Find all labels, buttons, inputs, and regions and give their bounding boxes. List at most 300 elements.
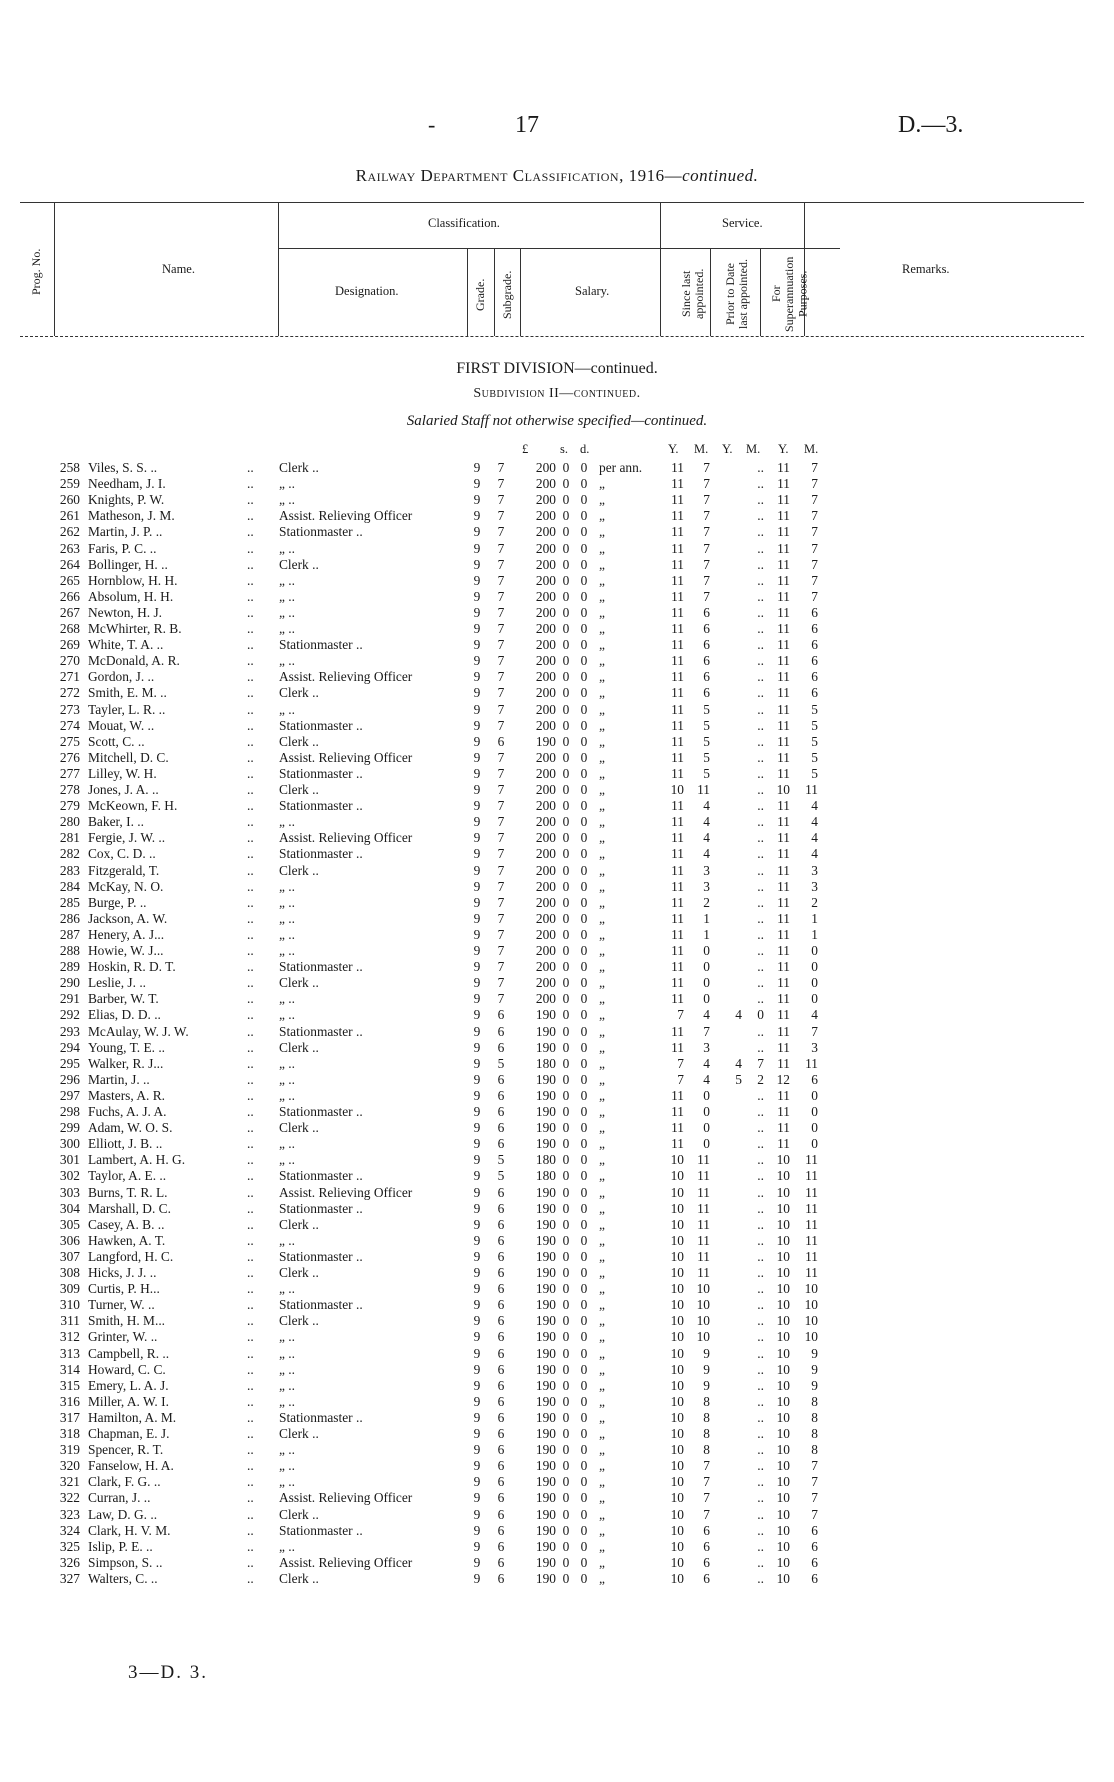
cell-pence: 0	[580, 1104, 588, 1119]
cell-since-months: 11	[697, 1265, 710, 1280]
cell-name: Martin, J. ..	[88, 1071, 150, 1087]
cell-super-months: 6	[811, 1570, 818, 1586]
cell-salary-period: „	[599, 765, 605, 781]
cell-since-years: 10	[670, 1232, 684, 1248]
cell-since-years: 11	[671, 1023, 684, 1039]
cell-since-months: 7	[703, 572, 710, 588]
cell-prog-no: 293	[59, 1023, 80, 1039]
cell-super-months: 9	[811, 1361, 818, 1377]
cell-super-years: 11	[777, 878, 790, 894]
cell-super-months: 5	[811, 749, 818, 765]
cell-shillings: 0	[562, 1409, 570, 1425]
cell-name: Hoskin, R. D. T.	[88, 959, 176, 975]
cell-since-months: 5	[703, 733, 710, 749]
table-row	[0, 1072, 1114, 1088]
cell-since-months: 7	[703, 460, 710, 475]
cell-since-years: 10	[670, 1168, 684, 1184]
cell-salary-period: „	[599, 1409, 605, 1425]
cell-name: Jones, J. A. ..	[88, 782, 159, 797]
cell-super-years: 11	[777, 701, 790, 717]
cell-shillings: 0	[562, 798, 570, 814]
cell-shillings: 0	[562, 1184, 570, 1200]
cell-prior-months: 0	[757, 1007, 764, 1023]
cell-pence: 0	[580, 1442, 588, 1458]
cell-since-years: 10	[670, 1409, 684, 1425]
cell-designation: Stationmaster ..	[279, 1104, 363, 1119]
cell-super-months: 6	[811, 1522, 818, 1538]
leader-dots: ..	[247, 910, 254, 926]
cell-pence: 0	[580, 862, 588, 878]
cell-grade: 9	[473, 878, 481, 894]
cell-salary: 200	[535, 604, 556, 620]
cell-designation: „ ..	[279, 910, 295, 926]
cell-pence: 0	[580, 524, 588, 540]
cell-shillings: 0	[562, 878, 570, 894]
cell-super-months: 5	[811, 765, 818, 781]
table-row	[0, 1217, 1114, 1233]
table-row	[0, 1329, 1114, 1345]
cell-pence: 0	[580, 1522, 588, 1538]
cell-subgrade: 7	[497, 637, 505, 653]
cell-super-years: 11	[777, 508, 790, 524]
cell-pence: 0	[580, 1232, 588, 1248]
cell-salary: 200	[535, 460, 556, 475]
cell-salary-period: „	[599, 1377, 605, 1393]
cell-subgrade: 6	[497, 1458, 505, 1474]
cell-since-years: 10	[670, 1281, 684, 1297]
cell-salary-period: „	[599, 1200, 605, 1216]
unit-pound: £	[522, 442, 529, 456]
cell-grade: 9	[473, 1248, 481, 1264]
cell-designation: „ ..	[279, 1345, 295, 1361]
cell-name: Fergie, J. W. ..	[88, 830, 166, 846]
cell-prior-months: ..	[757, 1393, 764, 1409]
table-row	[0, 1474, 1114, 1490]
cell-since-months: 11	[697, 1232, 710, 1248]
cell-pence: 0	[580, 685, 588, 701]
leader-dots: ..	[247, 1522, 254, 1538]
cell-shillings: 0	[562, 830, 570, 846]
table-row	[0, 1297, 1114, 1313]
cell-designation: Stationmaster ..	[279, 959, 363, 975]
cell-prior-months: ..	[757, 1136, 764, 1152]
cell-name: Masters, A. R.	[88, 1087, 165, 1103]
cell-grade: 9	[473, 975, 481, 991]
cell-since-years: 11	[671, 975, 684, 991]
cell-salary: 200	[535, 991, 556, 1007]
cell-name: Fitzgerald, T.	[88, 862, 160, 878]
table-row	[0, 1136, 1114, 1152]
cell-pence: 0	[580, 1554, 588, 1570]
cell-super-months: 8	[811, 1393, 818, 1409]
leader-dots: ..	[247, 1039, 254, 1055]
cell-salary-period: „	[599, 1329, 605, 1345]
cell-super-years: 11	[777, 637, 790, 653]
cell-salary-period: „	[599, 782, 605, 797]
cell-super-months: 11	[805, 1232, 818, 1248]
cell-prior-months: ..	[757, 717, 764, 733]
cell-since-months: 6	[703, 637, 710, 653]
cell-designation: Stationmaster ..	[279, 1522, 363, 1538]
cell-subgrade: 7	[497, 765, 505, 781]
cell-shillings: 0	[562, 1345, 570, 1361]
table-row	[0, 1056, 1114, 1072]
cell-prog-no: 268	[59, 621, 80, 636]
cell-since-months: 3	[703, 878, 710, 894]
cell-name: Absolum, H. H.	[88, 588, 174, 604]
cell-salary: 200	[535, 975, 556, 991]
cell-prior-months: ..	[757, 653, 764, 669]
cell-subgrade: 6	[497, 1184, 505, 1200]
cell-since-years: 11	[671, 991, 684, 1007]
cell-shillings: 0	[562, 604, 570, 620]
table-row	[0, 895, 1114, 911]
cell-shillings: 0	[562, 1538, 570, 1554]
cell-grade: 9	[473, 943, 481, 958]
cell-prior-months: ..	[757, 1039, 764, 1055]
cell-shillings: 0	[562, 959, 570, 975]
cell-prior-months: ..	[757, 782, 764, 797]
cell-designation: „ ..	[279, 588, 295, 604]
cell-pence: 0	[580, 1570, 588, 1586]
cell-salary: 190	[535, 1409, 556, 1425]
cell-salary-period: „	[599, 1554, 605, 1570]
cell-subgrade: 6	[497, 1393, 505, 1409]
cell-shillings: 0	[562, 588, 570, 604]
cell-shillings: 0	[562, 540, 570, 556]
leader-dots: ..	[247, 1281, 254, 1297]
cell-designation: Assist. Relieving Officer	[279, 1554, 413, 1570]
cell-salary: 190	[535, 1522, 556, 1538]
leader-dots: ..	[247, 1007, 254, 1023]
cell-super-months: 4	[811, 1007, 818, 1023]
cell-super-months: 7	[811, 540, 818, 556]
cell-super-months: 2	[811, 894, 818, 910]
cell-designation: Clerk ..	[279, 1216, 319, 1232]
cell-since-years: 11	[671, 653, 684, 669]
cell-since-years: 11	[671, 943, 684, 958]
cell-since-years: 11	[671, 959, 684, 975]
cell-grade: 9	[473, 685, 481, 701]
cell-salary-period: „	[599, 588, 605, 604]
cell-super-years: 10	[776, 1361, 790, 1377]
cell-prog-no: 297	[59, 1087, 80, 1103]
cell-super-years: 10	[776, 1554, 790, 1570]
table-row	[0, 637, 1114, 653]
cell-prog-no: 281	[59, 830, 80, 846]
cell-shillings: 0	[562, 926, 570, 942]
leader-dots: ..	[247, 1506, 254, 1522]
cell-prior-months: 7	[757, 1055, 764, 1071]
cell-super-years: 10	[776, 1297, 790, 1313]
cell-grade: 9	[473, 460, 481, 475]
cell-salary-period: „	[599, 1265, 605, 1280]
cell-pence: 0	[580, 669, 588, 685]
cell-subgrade: 7	[497, 830, 505, 846]
cell-designation: „ ..	[279, 621, 295, 636]
table-row	[0, 798, 1114, 814]
cell-name: Islip, P. E. ..	[88, 1538, 153, 1554]
cell-super-months: 6	[811, 1071, 818, 1087]
cell-designation: Stationmaster ..	[279, 798, 363, 814]
cell-name: Fuchs, A. J. A.	[88, 1104, 167, 1119]
cell-name: Cox, C. D. ..	[88, 846, 156, 862]
cell-grade: 9	[473, 1055, 481, 1071]
cell-super-years: 11	[777, 524, 790, 540]
cell-pence: 0	[580, 1184, 588, 1200]
cell-prior-months: ..	[757, 1297, 764, 1313]
cell-name: Matheson, J. M.	[88, 508, 175, 524]
cell-subgrade: 7	[497, 492, 505, 508]
cell-super-months: 7	[811, 1458, 818, 1474]
cell-super-years: 11	[777, 910, 790, 926]
cell-shillings: 0	[562, 1104, 570, 1119]
cell-salary-period: „	[599, 910, 605, 926]
table-row	[0, 621, 1114, 637]
cell-shillings: 0	[562, 1248, 570, 1264]
cell-since-months: 4	[703, 1071, 710, 1087]
leader-dots: ..	[247, 621, 254, 636]
leader-dots: ..	[247, 1023, 254, 1039]
cell-super-months: 11	[805, 1184, 818, 1200]
cell-designation: „ ..	[279, 540, 295, 556]
cell-subgrade: 6	[497, 1200, 505, 1216]
cell-prior-months: ..	[757, 1265, 764, 1280]
cell-since-years: 11	[671, 749, 684, 765]
cell-prior-months: ..	[757, 572, 764, 588]
cell-super-years: 11	[777, 1104, 790, 1119]
cell-super-months: 7	[811, 588, 818, 604]
cell-since-years: 11	[671, 508, 684, 524]
cell-name: Mouat, W. ..	[88, 717, 155, 733]
cell-designation: „ ..	[279, 1393, 295, 1409]
cell-name: McKay, N. O.	[88, 878, 164, 894]
cell-subgrade: 7	[497, 588, 505, 604]
table-row	[0, 863, 1114, 879]
cell-super-years: 10	[776, 1522, 790, 1538]
cell-prior-months: ..	[757, 910, 764, 926]
cell-shillings: 0	[562, 1120, 570, 1136]
cell-shillings: 0	[562, 846, 570, 862]
cell-salary: 180	[535, 1055, 556, 1071]
cell-since-months: 0	[703, 1104, 710, 1119]
header-classification: Classification.	[428, 216, 500, 230]
cell-since-years: 10	[670, 1297, 684, 1313]
header-for-super: For Superannuation Purposes.	[769, 256, 810, 332]
cell-name: McWhirter, R. B.	[88, 621, 182, 636]
cell-super-months: 11	[805, 1248, 818, 1264]
cell-since-months: 4	[703, 846, 710, 862]
table-row	[0, 1040, 1114, 1056]
cell-pence: 0	[580, 1136, 588, 1152]
cell-name: Hamilton, A. M.	[88, 1409, 177, 1425]
cell-pence: 0	[580, 717, 588, 733]
cell-since-years: 11	[671, 862, 684, 878]
cell-grade: 9	[473, 1522, 481, 1538]
cell-salary: 190	[535, 1329, 556, 1345]
cell-designation: Assist. Relieving Officer	[279, 749, 413, 765]
leader-dots: ..	[247, 524, 254, 540]
table-row	[0, 589, 1114, 605]
cell-subgrade: 6	[497, 1409, 505, 1425]
cell-subgrade: 7	[497, 991, 505, 1007]
cell-since-months: 11	[697, 1184, 710, 1200]
cell-super-months: 0	[811, 959, 818, 975]
cell-since-months: 7	[703, 1506, 710, 1522]
page-dash: -	[428, 112, 436, 137]
cell-pence: 0	[580, 846, 588, 862]
cell-shillings: 0	[562, 862, 570, 878]
cell-super-months: 1	[811, 910, 818, 926]
cell-name: Martin, J. P. ..	[88, 524, 163, 540]
cell-grade: 9	[473, 604, 481, 620]
cell-salary: 190	[535, 1216, 556, 1232]
cell-salary-period: „	[599, 604, 605, 620]
cell-pence: 0	[580, 1071, 588, 1087]
cell-pence: 0	[580, 1248, 588, 1264]
table-row	[0, 1120, 1114, 1136]
cell-super-months: 5	[811, 717, 818, 733]
cell-subgrade: 6	[497, 1039, 505, 1055]
cell-super-years: 10	[776, 1200, 790, 1216]
cell-prog-no: 298	[59, 1104, 80, 1119]
cell-name: Taylor, A. E. ..	[88, 1168, 167, 1184]
leader-dots: ..	[247, 749, 254, 765]
cell-salary: 190	[535, 1281, 556, 1297]
cell-subgrade: 7	[497, 717, 505, 733]
cell-super-months: 3	[811, 878, 818, 894]
cell-prog-no: 277	[59, 765, 80, 781]
cell-prog-no: 327	[59, 1570, 80, 1586]
cell-prog-no: 259	[59, 476, 80, 492]
cell-since-years: 10	[670, 1313, 684, 1329]
cell-prog-no: 320	[59, 1458, 80, 1474]
cell-subgrade: 7	[497, 572, 505, 588]
cell-pence: 0	[580, 733, 588, 749]
cell-since-months: 6	[703, 1538, 710, 1554]
cell-salary-period: „	[599, 1087, 605, 1103]
unit-years-since: Y.	[668, 442, 679, 456]
cell-salary: 200	[535, 926, 556, 942]
cell-super-years: 10	[776, 782, 790, 797]
cell-prog-no: 279	[59, 798, 80, 814]
leader-dots: ..	[247, 1313, 254, 1329]
cell-pence: 0	[580, 1297, 588, 1313]
leader-dots: ..	[247, 556, 254, 572]
cell-designation: „ ..	[279, 1087, 295, 1103]
cell-salary: 190	[535, 1538, 556, 1554]
cell-super-months: 6	[811, 637, 818, 653]
leader-dots: ..	[247, 1458, 254, 1474]
cell-super-months: 11	[805, 1200, 818, 1216]
cell-salary: 190	[535, 1007, 556, 1023]
cell-super-months: 6	[811, 653, 818, 669]
cell-salary: 190	[535, 1039, 556, 1055]
unit-years-prior: Y.	[722, 442, 733, 456]
cell-subgrade: 7	[497, 653, 505, 669]
cell-salary: 200	[535, 862, 556, 878]
cell-prior-months: ..	[757, 926, 764, 942]
cell-super-months: 0	[811, 1104, 818, 1119]
cell-prior-months: ..	[757, 991, 764, 1007]
leader-dots: ..	[247, 1168, 254, 1184]
cell-salary: 200	[535, 701, 556, 717]
cell-pence: 0	[580, 476, 588, 492]
cell-prog-no: 287	[59, 926, 80, 942]
header-grade: Grade.	[473, 278, 487, 312]
cell-salary-period: „	[599, 701, 605, 717]
cell-super-months: 0	[811, 943, 818, 958]
cell-since-years: 11	[671, 588, 684, 604]
cell-super-months: 8	[811, 1442, 818, 1458]
cell-since-years: 10	[670, 1426, 684, 1441]
cell-salary-period: „	[599, 1104, 605, 1119]
cell-name: White, T. A. ..	[88, 637, 164, 653]
cell-salary: 200	[535, 749, 556, 765]
table-row	[0, 702, 1114, 718]
cell-super-months: 11	[805, 1216, 818, 1232]
cell-prior-months: ..	[757, 701, 764, 717]
leader-dots: ..	[247, 1297, 254, 1313]
leader-dots: ..	[247, 1442, 254, 1458]
cell-since-years: 11	[671, 814, 684, 830]
leader-dots: ..	[247, 1232, 254, 1248]
cell-designation: „ ..	[279, 943, 295, 958]
cell-since-years: 11	[671, 733, 684, 749]
cell-since-months: 11	[697, 1152, 710, 1168]
cell-salary: 190	[535, 1490, 556, 1506]
cell-prog-no: 282	[59, 846, 80, 862]
cell-shillings: 0	[562, 1570, 570, 1586]
cell-grade: 9	[473, 1007, 481, 1023]
cell-since-years: 7	[677, 1071, 684, 1087]
table-row	[0, 911, 1114, 927]
cell-subgrade: 7	[497, 701, 505, 717]
cell-name: Jackson, A. W.	[88, 910, 168, 926]
cell-salary-period: „	[599, 1522, 605, 1538]
cell-grade: 9	[473, 1136, 481, 1152]
cell-subgrade: 6	[497, 1345, 505, 1361]
cell-super-years: 11	[777, 749, 790, 765]
leader-dots: ..	[247, 814, 254, 830]
cell-super-months: 11	[805, 1265, 818, 1280]
cell-designation: „ ..	[279, 1281, 295, 1297]
cell-since-years: 10	[670, 1442, 684, 1458]
leader-dots: ..	[247, 1200, 254, 1216]
cell-super-months: 6	[811, 1554, 818, 1570]
cell-prior-months: ..	[757, 621, 764, 636]
cell-super-months: 7	[811, 492, 818, 508]
table-row	[0, 1346, 1114, 1362]
cell-designation: „ ..	[279, 1007, 295, 1023]
cell-since-months: 6	[703, 669, 710, 685]
cell-designation: „ ..	[279, 701, 295, 717]
table-row	[0, 653, 1114, 669]
cell-since-years: 10	[670, 1345, 684, 1361]
cell-since-years: 11	[671, 830, 684, 846]
cell-prog-no: 319	[59, 1442, 80, 1458]
cell-pence: 0	[580, 508, 588, 524]
cell-since-years: 11	[671, 476, 684, 492]
cell-designation: „ ..	[279, 653, 295, 669]
header-designation: Designation.	[335, 284, 399, 298]
cell-super-years: 11	[777, 830, 790, 846]
cell-super-years: 11	[777, 604, 790, 620]
cell-prior-months: ..	[757, 1184, 764, 1200]
cell-grade: 9	[473, 1104, 481, 1119]
cell-subgrade: 6	[497, 1361, 505, 1377]
cell-shillings: 0	[562, 1442, 570, 1458]
